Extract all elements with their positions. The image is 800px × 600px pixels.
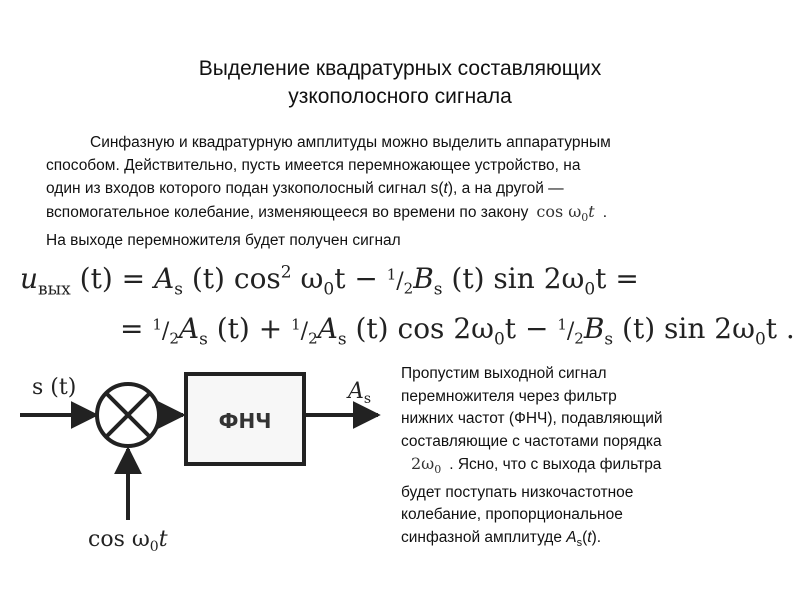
inline-cos-text: cos ω — [536, 202, 582, 221]
right-line-5 — [401, 453, 786, 482]
eq1-p2: (t) cos — [182, 262, 281, 295]
eq1-B-sub: s — [433, 279, 443, 300]
para-line-3-b: ), а на другой — — [447, 180, 564, 197]
right-line-3: нижних частот (ФНЧ), подавляющий — [401, 410, 663, 427]
eq1-p1: (t) = — [70, 262, 155, 295]
eq1-p6: t = — [595, 262, 639, 295]
slide-title — [0, 55, 800, 111]
eq2-p5: t . — [765, 312, 795, 345]
eq1-p4: t − — [334, 262, 387, 295]
eq2-A1: A — [178, 312, 200, 345]
para-line-3-t: t — [443, 180, 448, 197]
eq1-half-num: 1 — [386, 265, 397, 284]
right-2omega-text: 2ω — [411, 454, 435, 473]
eq2-half-b-den: 2 — [308, 329, 318, 348]
eq2-half-a: $^1/_2$ — [152, 315, 179, 348]
para-line-5: На выходе перемножителя будет получен сигнал — [46, 232, 401, 250]
eq1-u: u — [20, 262, 39, 295]
reference-signal-label: $\cos \omega_0t$ — [88, 527, 168, 555]
eq1-u-sub: вых — [38, 279, 71, 300]
eq2-half-c: $^1/_2$ — [557, 315, 584, 348]
equation-line-2 — [120, 312, 800, 350]
block-diagram-svg — [18, 360, 388, 595]
eq2-p4: (t) sin 2ω — [613, 312, 755, 345]
para-line-3-a: один из входов которого подан узкополосный сигнал s( — [46, 180, 444, 197]
right-line-8-A: A — [566, 528, 577, 546]
para-line-3 — [46, 177, 766, 200]
eq2-half-c-den: 2 — [574, 329, 584, 348]
multiplier-icon — [97, 384, 159, 446]
right-line-8-b: ( — [582, 528, 588, 546]
eq1-omega-sub-2: 0 — [584, 279, 596, 300]
para-line-2: способом. Действительно, пусть имеется перемножающее устройство, на — [46, 157, 581, 174]
eq2-p1: (t) + — [207, 312, 292, 345]
input-signal-label: s (t) — [32, 375, 77, 400]
title-line-1: Выделение квадратурных составляющих — [198, 57, 602, 80]
equation-line-1 — [20, 262, 790, 300]
right-line-8-a: синфазной амплитуде — [401, 528, 567, 546]
right-line-2: перемножителя через фильтр — [401, 387, 617, 405]
eq2-omega-sub: 0 — [493, 329, 505, 350]
right-line-7: колебание, пропорциональное — [401, 506, 623, 524]
eq2-p0: = — [120, 312, 153, 345]
block-diagram — [18, 360, 388, 595]
right-line-8-sub: s — [576, 536, 583, 549]
eq1-p5: (t) sin 2ω — [442, 262, 585, 295]
right-line-5-rest: . Ясно, что с выхода фильтра — [449, 456, 662, 473]
lowpass-filter-label: ФНЧ — [218, 409, 272, 433]
inline-cos-t: t — [588, 202, 595, 221]
eq1-B: B — [413, 262, 434, 295]
eq2-half-a-den: 2 — [169, 329, 179, 348]
right-line-1: Пропустим выходной сигнал — [401, 365, 607, 382]
eq2-omega-sub-2: 0 — [754, 329, 766, 350]
para-line-4-dot: . — [602, 204, 608, 221]
para-line-4-a: вспомогательное колебание, изменяющееся во времени по закону — [46, 204, 529, 221]
right-inline-2omega — [411, 454, 442, 477]
para-line-4 — [46, 200, 766, 229]
right-line-8-c: ). — [591, 528, 602, 546]
output-signal-label: $A_s$ — [348, 379, 372, 407]
eq1-half-den: 2 — [403, 279, 414, 298]
eq2-B: B — [583, 312, 605, 345]
eq1-square: 2 — [280, 262, 292, 283]
right-line-6: будет поступать низкочастотное — [401, 483, 634, 501]
eq2-half-a-num: 1 — [152, 315, 162, 334]
filter-explanation — [401, 363, 786, 554]
eq2-half-c-num: 1 — [557, 315, 567, 334]
eq1-A-sub: s — [174, 279, 183, 300]
intro-paragraph — [46, 131, 766, 252]
right-line-8 — [401, 527, 786, 555]
eq2-A1-sub: s — [199, 329, 208, 350]
eq2-B-sub: s — [604, 329, 614, 350]
inline-cos-sub: 0 — [581, 211, 589, 225]
eq2-p3: t − — [504, 312, 558, 345]
eq2-A2-sub: s — [337, 329, 347, 350]
eq1-A: A — [154, 262, 175, 295]
para-line-1: Синфазную и квадратурную амплитуды можно выделить аппаратурным — [90, 134, 611, 151]
right-line-8-t: t — [587, 528, 592, 546]
right-line-4: составляющие с частотами порядка — [401, 432, 662, 450]
eq2-half-b-num: 1 — [291, 315, 301, 334]
eq1-half: $^1/_2$ — [386, 265, 414, 298]
eq2-A2: A — [317, 312, 338, 345]
eq2-p2: (t) cos 2ω — [346, 312, 494, 345]
eq1-p3: ω — [291, 262, 324, 295]
eq2-half-b: $^1/_2$ — [291, 315, 318, 348]
eq1-omega-sub: 0 — [323, 279, 335, 300]
title-line-2: узкополосного сигнала — [288, 85, 512, 108]
inline-cos-formula — [536, 202, 595, 225]
right-2omega-sub: 0 — [434, 463, 442, 477]
